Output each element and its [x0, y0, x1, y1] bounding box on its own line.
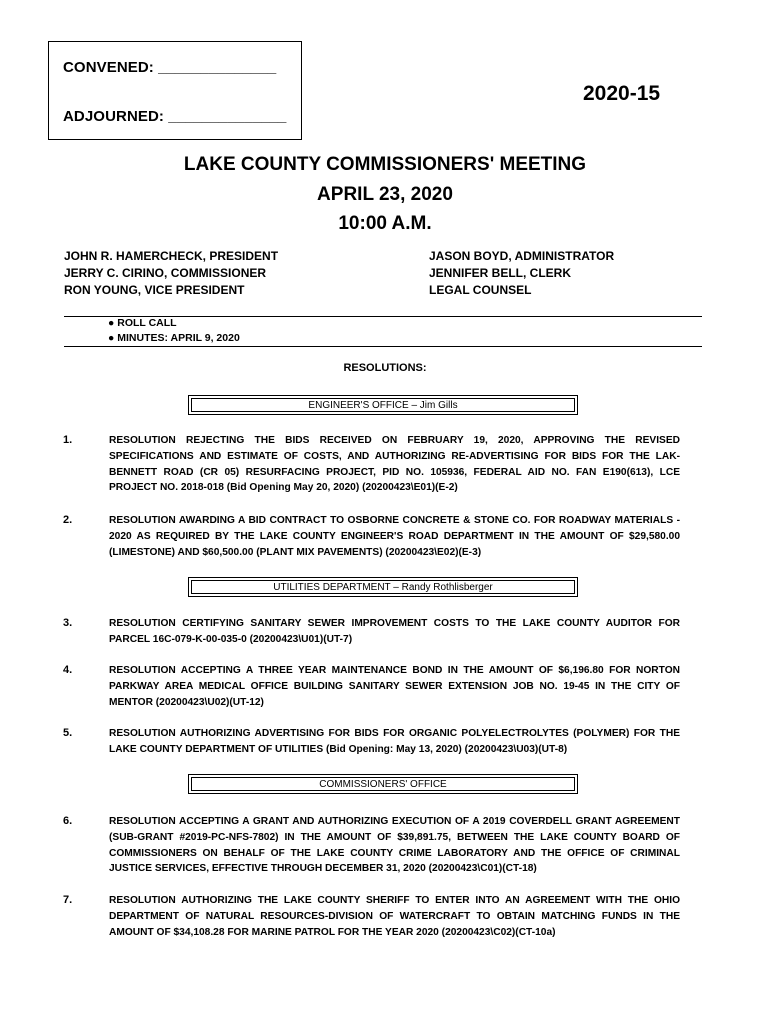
item-text: RESOLUTION REJECTING THE BIDS RECEIVED ON FEBRUARY 19, 2020, APPROVING THE REVISED SPECIFICATIONS AND ESTIMATE OF COSTS, AND AUTHORIZING RE-ADVERTISING FOR BIDS FOR THE LAK-BENNETT ROAD (CR 05) RESURFACING PROJECT, PID NO. 105936, FEDERAL AID NO. FAN E190(613), LCE PROJECT NO. 2018-018 (Bid Opening May 20, 2020) (20200423\E01)(E-2) — [109, 435, 680, 494]
staff-list — [429, 248, 614, 299]
official-name: JASON BOYD, ADMINISTRATOR — [429, 249, 615, 263]
item-text: RESOLUTION AUTHORIZING ADVERTISING FOR BIDS FOR ORGANIC POLYELECTROLYTES (POLYMER) FOR THE LAKE COUNTY DEPARTMENT OF UTILITIES (Bid Opening: May 13, 2020) (20200423\U03)(UT-8) — [109, 728, 680, 755]
section-title: UTILITIES DEPARTMENT – Randy Rothlisberger — [191, 580, 575, 594]
divider — [64, 346, 702, 347]
item-text: RESOLUTION CERTIFYING SANITARY SEWER IMPROVEMENT COSTS TO THE LAKE COUNTY AUDITOR FOR PARCEL 16C-079-K-00-035-0 (20200423\U01)(UT-7) — [109, 618, 680, 645]
item-number: 6. — [63, 815, 73, 827]
convened-field: CONVENED: ______________ — [63, 59, 277, 76]
meeting-title: LAKE COUNTY COMMISSIONERS' MEETING — [183, 154, 587, 175]
official-name: JOHN R. HAMERCHECK, PRESIDENT — [64, 249, 279, 263]
item-number: 1. — [63, 434, 73, 446]
official-name: LEGAL COUNSEL — [429, 283, 532, 297]
official-name: JERRY C. CIRINO, COMMISSIONER — [64, 266, 267, 280]
section-header-utilities-department — [188, 577, 578, 597]
item-number: 2. — [63, 514, 73, 526]
commissioners-list — [64, 248, 278, 299]
item-text: RESOLUTION ACCEPTING A THREE YEAR MAINTENANCE BOND IN THE AMOUNT OF $6,196.80 FOR NORTON PARKWAY AREA MEDICAL OFFICE BUILDING SANITARY SEWER EXTENSION JOB NO. 19-45 IN THE CITY OF MENTOR (20200423\U02)(UT-12) — [109, 665, 680, 708]
roll-call-item: ● ROLL CALL — [108, 317, 177, 329]
adjourned-field: ADJOURNED: ______________ — [63, 108, 287, 125]
section-title: COMMISSIONERS' OFFICE — [191, 777, 575, 791]
item-number: 5. — [63, 727, 73, 739]
resolutions-heading: RESOLUTIONS: — [343, 362, 427, 374]
item-text: RESOLUTION AUTHORIZING THE LAKE COUNTY SHERIFF TO ENTER INTO AN AGREEMENT WITH THE OHIO DEPARTMENT OF NATURAL RESOURCES-DIVISION OF WATERCRAFT TO OBTAIN MATCHING FUNDS IN THE AMOUNT OF $34,108.28 FOR MARINE PATROL FOR THE YEAR 2020 (20200423\C02)(CT-10a) — [109, 895, 680, 938]
section-header-engineers-office — [188, 395, 578, 415]
document-number: 2020-15 — [583, 82, 661, 105]
item-text: RESOLUTION ACCEPTING A GRANT AND AUTHORIZING EXECUTION OF A 2019 COVERDELL GRANT AGREEMENT (SUB-GRANT #2019-PC-NFS-7802) IN THE AMOUNT OF $39,891.75, BETWEEN THE LAKE COUNTY BOARD OF COMMISSIONERS ON BEHALF OF THE LAKE COUNTY CRIME LABORATORY AND THE OFFICE OF CRIMINAL JUSTICE SERVICES, EFFECTIVE THROUGH DECEMBER 31, 2020 (20200423\C01)(CT-18) — [109, 816, 680, 875]
item-text: RESOLUTION AWARDING A BID CONTRACT TO OSBORNE CONCRETE & STONE CO. FOR ROADWAY MATERIALS - 2020 AS REQUIRED BY THE LAKE COUNTY ENGINEER'S ROAD DEPARTMENT IN THE AMOUNT OF $29,580.00 (LIMESTONE) AND $60,500.00 (PLANT MIX PAVEMENTS) (20200423\E02)(E-3) — [109, 515, 680, 558]
item-number: 3. — [63, 617, 73, 629]
meeting-date: APRIL 23, 2020 — [317, 184, 453, 205]
item-number: 4. — [63, 664, 73, 676]
convened-adjourned-box — [48, 41, 302, 140]
section-header-commissioners-office — [188, 774, 578, 794]
minutes-item: ● MINUTES: APRIL 9, 2020 — [108, 332, 240, 344]
official-name: JENNIFER BELL, CLERK — [429, 266, 572, 280]
section-title: ENGINEER'S OFFICE – Jim Gills — [191, 398, 575, 412]
official-name: RON YOUNG, VICE PRESIDENT — [64, 283, 245, 297]
meeting-time: 10:00 A.M. — [338, 213, 432, 234]
item-number: 7. — [63, 894, 73, 906]
